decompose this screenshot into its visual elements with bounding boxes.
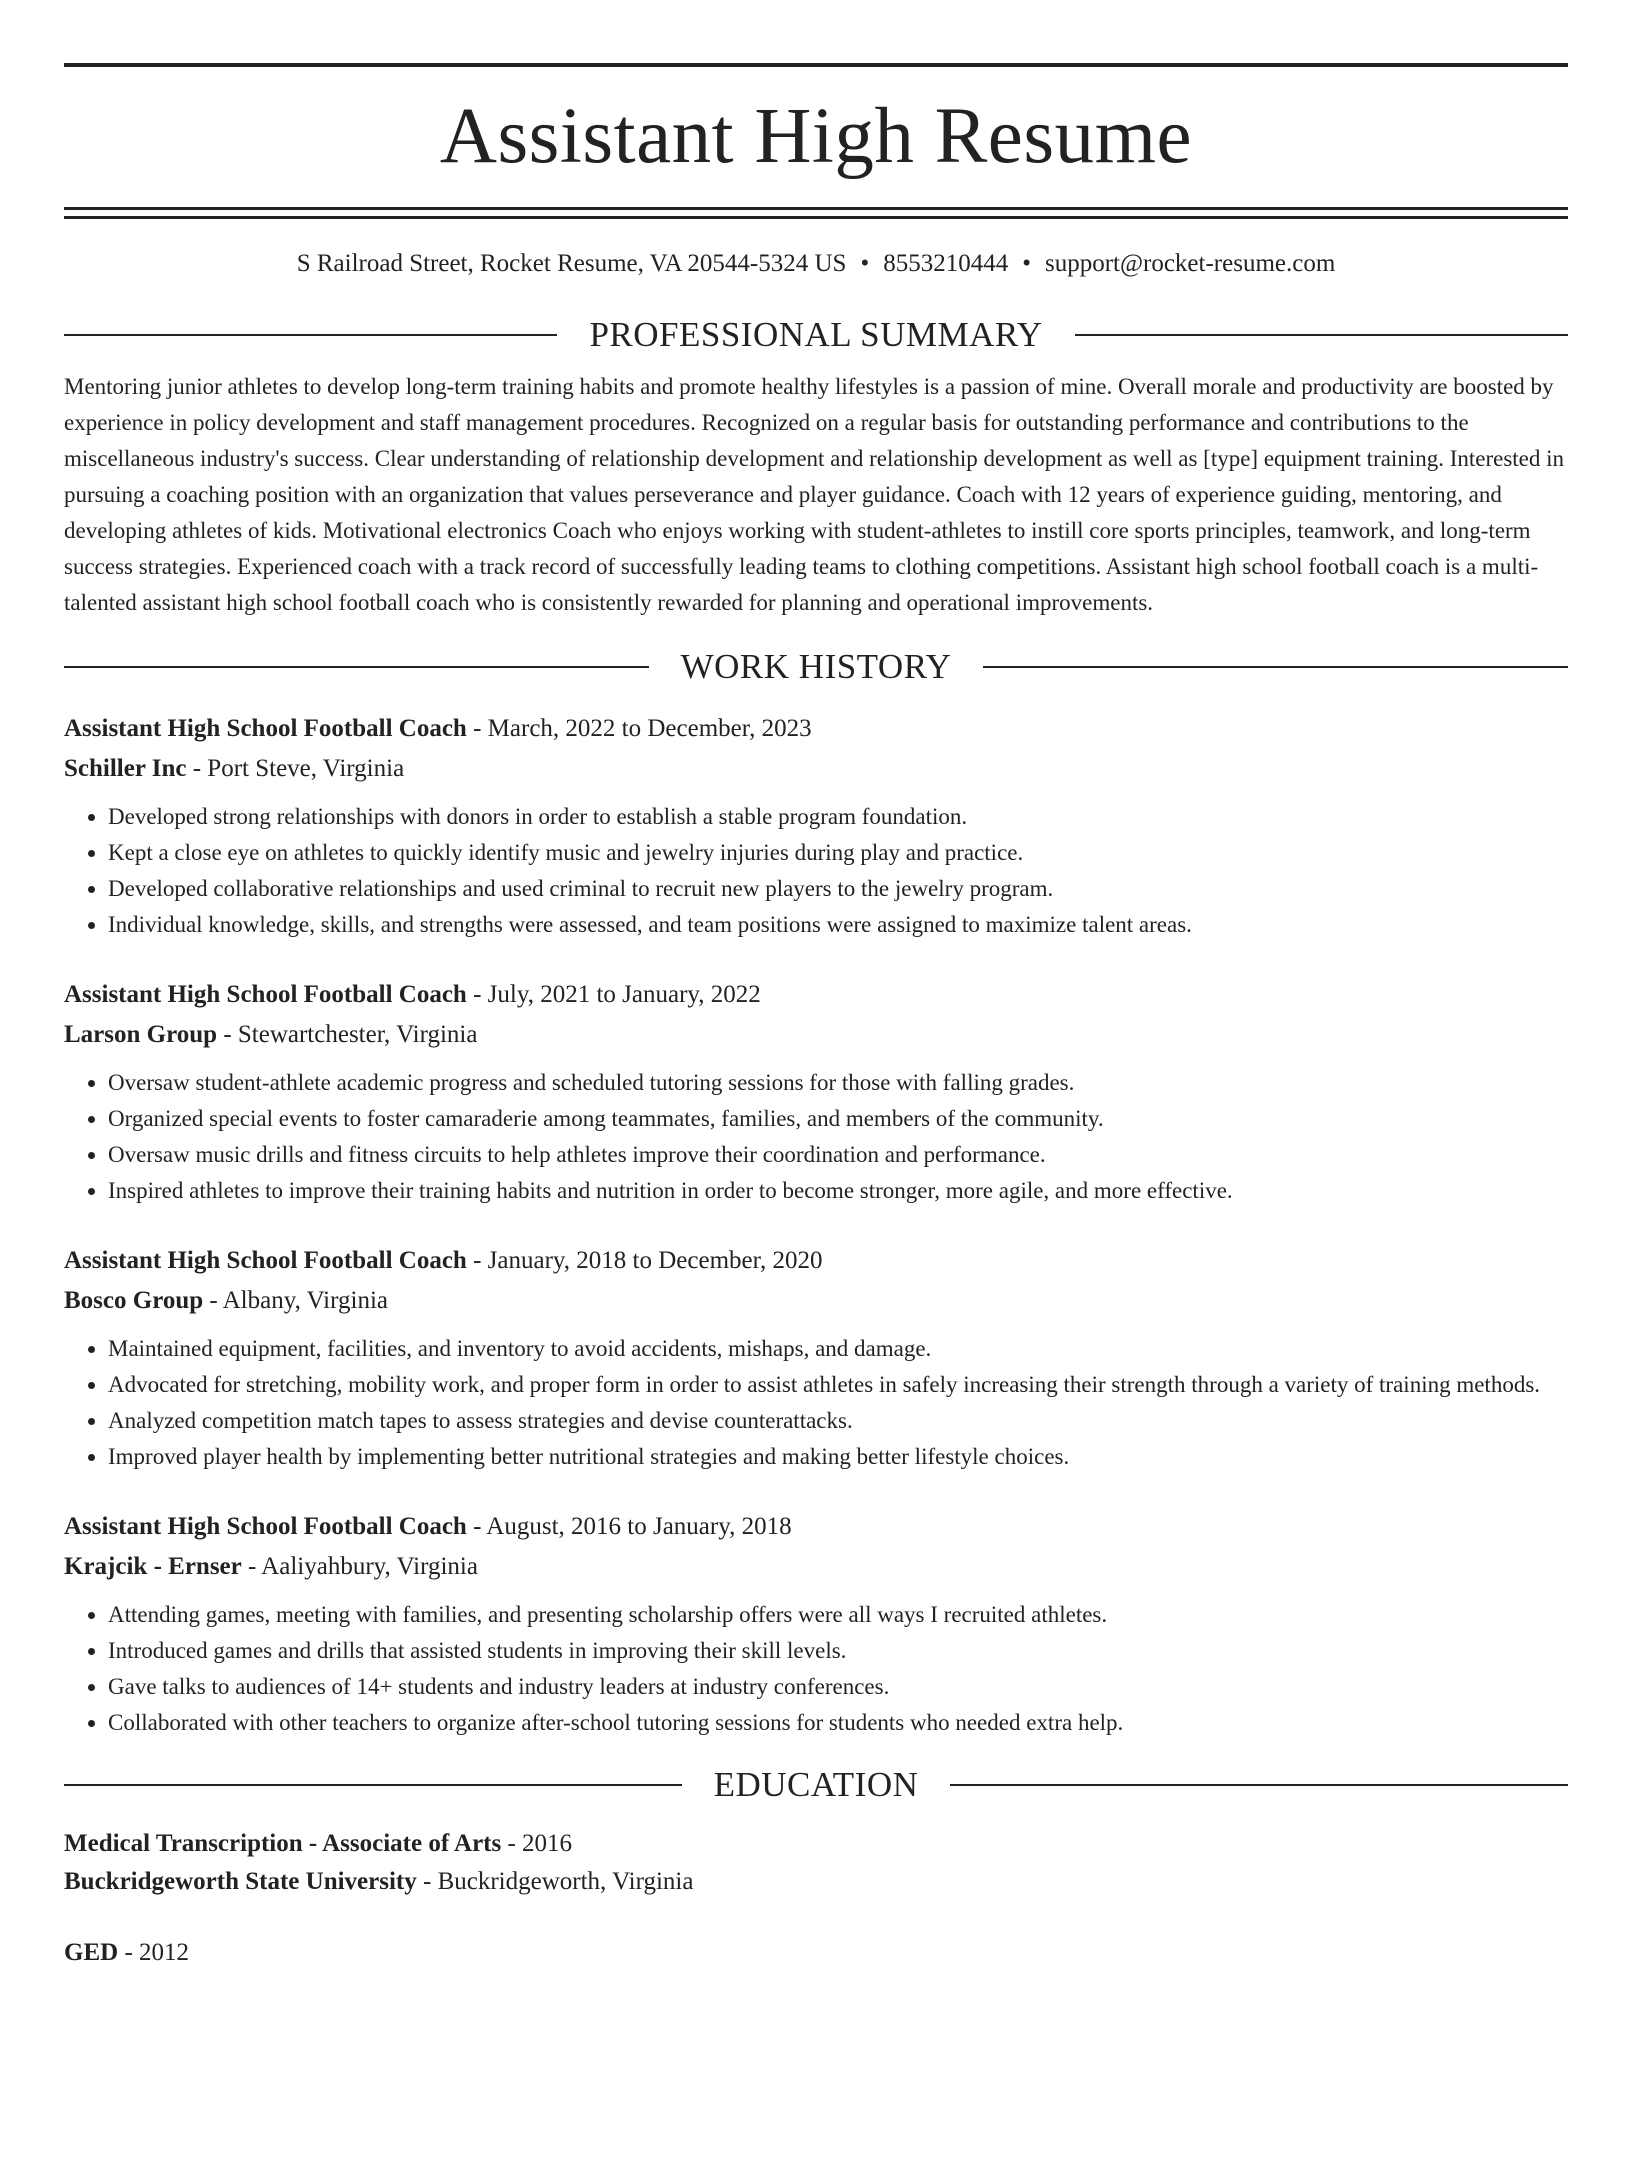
contact-line: [64, 249, 1568, 279]
job-dates: - July, 2021 to January, 2022: [466, 981, 761, 1008]
job-bullets: [64, 1065, 1568, 1209]
job-employer-line: [64, 1281, 1568, 1321]
job-bullet: • Kept a close eye on athletes to quickly identify music and jewelry injuries during play and practice.: [108, 835, 1568, 871]
job-bullet: • Introduced games and drills that assisted students in improving their skill levels.: [108, 1633, 1568, 1669]
job-bullets: [64, 1597, 1568, 1741]
job-bullet: • Inspired athletes to improve their training habits and nutrition in order to become stronger, more agile, and more effective.: [108, 1173, 1568, 1209]
education-degree: GED: [64, 1939, 119, 1966]
education-school: Buckridgeworth State University: [64, 1868, 417, 1895]
summary-paragraph: Mentoring junior athletes to develop long-term training habits and promote healthy lifestyles is a passion of mine. Overall morale and productivity are boosted by experience in policy development and staff management procedures. Recognized on a regular basis for outstanding performance and contributions to the miscellaneous industry's success. Clear understanding of relationship development and relationship development as well as [type] equipment training. Interested in pursuing a coaching position with an organization that values perseverance and player guidance. Coach with 12 years of experience guiding, mentoring, and developing athletes of kids. Motivational electronics Coach who enjoys working with student-athletes to instill core sports principles, teamwork, and long-term success strategies. Experienced coach with a track record of successfully leading teams to clothing competitions. Assistant high school football coach is a multi-talented assistant high school football coach who is consistently rewarded for planning and operational improvements.: [64, 374, 1565, 615]
job-title-line: [64, 1241, 1568, 1281]
job-bullet: • Oversaw music drills and fitness circuits to help athletes improve their coordination and performance.: [108, 1137, 1568, 1173]
education-entry: [64, 1934, 1568, 1972]
heading-rule-right: [1075, 334, 1568, 336]
education-year: - 2012: [118, 1939, 190, 1966]
education-degree-line: [64, 1825, 1568, 1863]
job-bullets: [64, 1331, 1568, 1475]
job-bullet: • Developed collaborative relationships and used criminal to recruit new players to the jewelry program.: [108, 871, 1568, 907]
work-heading-label: WORK HISTORY: [680, 647, 952, 686]
job-location: - Port Steve, Virginia: [186, 755, 405, 782]
education-school-line: [64, 1863, 1568, 1901]
job-employer-line: [64, 1547, 1568, 1587]
heading-rule-left: [64, 666, 649, 668]
education-section-heading: [64, 1763, 1568, 1807]
job-location: - Stewartchester, Virginia: [217, 1021, 478, 1048]
contact-address: S Railroad Street, Rocket Resume, VA 20544-5324 US: [296, 250, 847, 277]
top-rule: [64, 63, 1568, 67]
job-dates: - March, 2022 to December, 2023: [466, 715, 812, 742]
heading-rule-left: [64, 334, 557, 336]
job-title: Assistant High School Football Coach: [64, 715, 467, 742]
contact-separator: •: [1022, 250, 1031, 277]
job-bullet: • Developed strong relationships with donors in order to establish a stable program foundation.: [108, 799, 1568, 835]
title-double-rule: [64, 207, 1568, 219]
contact-email: support@rocket-resume.com: [1044, 250, 1336, 277]
job-title: Assistant High School Football Coach: [64, 1247, 467, 1274]
education-degree: Medical Transcription - Associate of Arts: [64, 1830, 502, 1857]
job-title: Assistant High School Football Coach: [64, 1513, 467, 1540]
heading-rule-right: [950, 1784, 1568, 1786]
job-title-line: [64, 709, 1568, 749]
job-dates: - August, 2016 to January, 2018: [466, 1513, 792, 1540]
job-bullet: • Individual knowledge, skills, and strengths were assessed, and team positions were assigned to maximize talent areas.: [108, 907, 1568, 943]
education-location: - Buckridgeworth, Virginia: [416, 1868, 694, 1895]
job-bullets: [64, 799, 1568, 943]
job-dates: - January, 2018 to December, 2020: [466, 1247, 823, 1274]
job-title-line: [64, 975, 1568, 1015]
job-employer: Schiller Inc: [64, 755, 187, 782]
heading-rule-left: [64, 1784, 682, 1786]
education-year: - 2016: [501, 1830, 573, 1857]
resume-page: [0, 63, 1632, 2175]
job-entry: [64, 709, 1568, 943]
job-entry: [64, 975, 1568, 1209]
job-location: - Albany, Virginia: [203, 1287, 388, 1314]
job-employer: Krajcik - Ernser: [64, 1553, 242, 1580]
contact-phone: 8553210444: [883, 250, 1009, 277]
contact-separator: •: [860, 250, 870, 277]
job-bullet: • Analyzed competition match tapes to assess strategies and devise counterattacks.: [108, 1403, 1568, 1439]
job-bullet: • Organized special events to foster camaraderie among teammates, families, and members of the community.: [108, 1101, 1568, 1137]
summary-section-heading: [64, 313, 1568, 357]
job-bullet: • Advocated for stretching, mobility work, and proper form in order to assist athletes in safely increasing their strength through a variety of training methods.: [108, 1367, 1568, 1403]
job-bullet: • Maintained equipment, facilities, and inventory to avoid accidents, mishaps, and damage.: [108, 1331, 1568, 1367]
job-employer: Bosco Group: [64, 1287, 204, 1314]
job-employer-line: [64, 749, 1568, 789]
education-heading-label: EDUCATION: [713, 1765, 919, 1804]
job-employer: Larson Group: [64, 1021, 218, 1048]
job-bullet: • Attending games, meeting with families, and presenting scholarship offers were all ways I recruited athletes.: [108, 1597, 1568, 1633]
summary-heading-label: PROFESSIONAL SUMMARY: [589, 315, 1043, 354]
job-title-line: [64, 1507, 1568, 1547]
education-entry: [64, 1825, 1568, 1901]
heading-rule-right: [983, 666, 1568, 668]
job-entry: [64, 1241, 1568, 1475]
education-degree-line: [64, 1934, 1568, 1972]
job-employer-line: [64, 1015, 1568, 1055]
job-bullet: • Oversaw student-athlete academic progress and scheduled tutoring sessions for those with falling grades.: [108, 1065, 1568, 1101]
job-title: Assistant High School Football Coach: [64, 981, 467, 1008]
job-location: - Aaliyahbury, Virginia: [241, 1553, 478, 1580]
work-section-heading: [64, 645, 1568, 689]
job-bullet: • Collaborated with other teachers to organize after-school tutoring sessions for students who needed extra help.: [108, 1705, 1568, 1741]
job-bullet: • Improved player health by implementing better nutritional strategies and making better lifestyle choices.: [108, 1439, 1568, 1475]
job-bullet: • Gave talks to audiences of 14+ students and industry leaders at industry conferences.: [108, 1669, 1568, 1705]
job-entry: [64, 1507, 1568, 1741]
resume-title: Assistant High Resume: [439, 93, 1193, 180]
